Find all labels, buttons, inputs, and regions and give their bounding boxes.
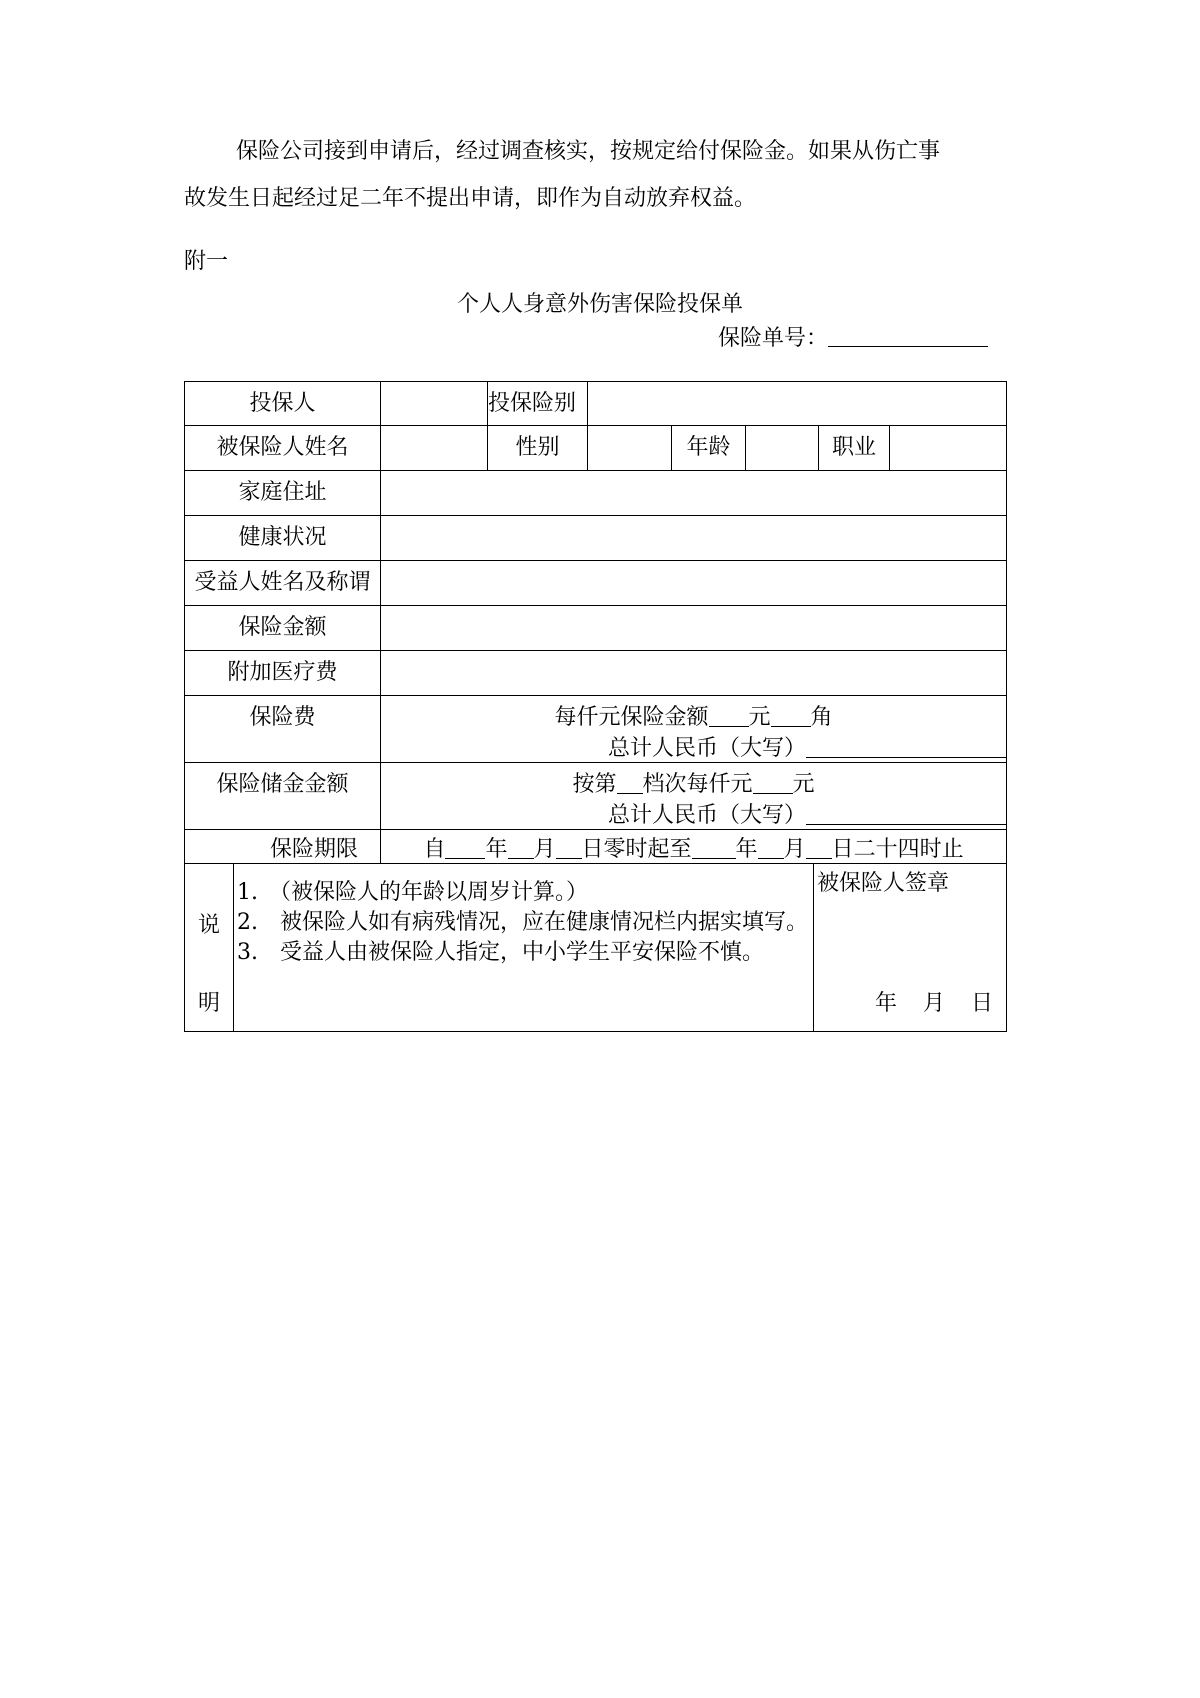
- intro-line-1: 保险公司接到申请后，经过调查核实，按规定给付保险金。如果从伤亡事: [236, 139, 941, 164]
- row-notes: [185, 864, 1007, 1032]
- savings-tier-field[interactable]: [617, 771, 643, 794]
- notes-side-bottom: 明: [197, 991, 220, 1016]
- period-from: 自: [423, 837, 446, 862]
- period-year-2: 年: [735, 837, 758, 862]
- premium-rate-line: [381, 696, 1006, 731]
- age-label: 年龄: [672, 426, 746, 471]
- period-month-2: 月: [783, 837, 806, 862]
- savings-yuan-field[interactable]: [753, 771, 793, 794]
- period-day-start: 日零时起至: [581, 837, 692, 862]
- savings-tier-line: [381, 763, 1006, 798]
- premium-yuan-unit: 元: [748, 705, 771, 730]
- home-address-label: 家庭住址: [185, 471, 381, 516]
- notes-side-top: 说: [197, 913, 220, 938]
- row-beneficiary: [185, 561, 1007, 606]
- attachment-label: 附一: [184, 249, 229, 274]
- savings-tier-prefix: 按第: [572, 772, 617, 797]
- signature-year: 年: [875, 991, 898, 1016]
- row-premium: [185, 696, 1007, 763]
- home-address-field[interactable]: [381, 471, 1007, 516]
- period-start-year-field[interactable]: [445, 836, 485, 859]
- health-status-label: 健康状况: [185, 516, 381, 561]
- row-savings: [185, 763, 1007, 830]
- signature-label: 被保险人签章: [817, 871, 950, 896]
- row-period: [185, 830, 1007, 864]
- premium-total-line: [381, 731, 1006, 762]
- applicant-field[interactable]: [381, 382, 488, 426]
- beneficiary-label: 受益人姓名及称谓: [185, 561, 381, 606]
- policy-number-field[interactable]: [828, 326, 988, 347]
- premium-jiao-field[interactable]: [771, 704, 811, 727]
- intro-paragraph: [184, 128, 1026, 222]
- gender-field[interactable]: [588, 426, 672, 471]
- occupation-label: 职业: [819, 426, 890, 471]
- period-end-year-field[interactable]: [692, 836, 736, 859]
- premium-content: [381, 696, 1007, 763]
- period-end-month-field[interactable]: [758, 836, 784, 859]
- period-year-1: 年: [485, 837, 508, 862]
- note-item-1: 1. （被保险人的年龄以周岁计算。）: [237, 880, 588, 905]
- row-health: [185, 516, 1007, 561]
- period-content: [381, 830, 1007, 864]
- note-item-3: 3. 受益人由被保险人指定，中小学生平安保险不慎。: [237, 940, 764, 965]
- row-medical: [185, 651, 1007, 696]
- premium-jiao-unit: 角: [810, 705, 833, 730]
- savings-yuan-unit: 元: [792, 772, 815, 797]
- row-sum-insured: [185, 606, 1007, 651]
- period-month-1: 月: [533, 837, 556, 862]
- period-start-month-field[interactable]: [508, 836, 534, 859]
- premium-total-label: 总计人民币（大写）: [608, 736, 807, 761]
- medical-extra-field[interactable]: [381, 651, 1007, 696]
- policy-number-label: 保险单号：: [718, 326, 829, 351]
- premium-rate-prefix: 每仟元保险金额: [554, 705, 709, 730]
- premium-total-field[interactable]: [806, 735, 1006, 758]
- signature-box[interactable]: [815, 864, 1005, 1031]
- applicant-label: 投保人: [185, 382, 381, 426]
- notes-side-label: [185, 864, 234, 1031]
- sum-insured-field[interactable]: [381, 606, 1007, 651]
- savings-total-field[interactable]: [806, 802, 1006, 825]
- insurance-type-label: 投保险别: [488, 382, 588, 426]
- row-insured: [185, 426, 1007, 471]
- savings-total-label: 总计人民币（大写）: [608, 803, 807, 828]
- insurance-type-field[interactable]: [588, 382, 1007, 426]
- row-applicant: [185, 382, 1007, 426]
- savings-tier-text: 档次每仟元: [642, 772, 753, 797]
- period-day-end: 日二十四时止: [831, 837, 964, 862]
- period-start-day-field[interactable]: [556, 836, 582, 859]
- age-field[interactable]: [746, 426, 819, 471]
- beneficiary-field[interactable]: [381, 561, 1007, 606]
- notes-container: [185, 864, 1007, 1032]
- signature-date: [875, 986, 993, 1017]
- sum-insured-label: 保险金额: [185, 606, 381, 651]
- note-item-2: 2. 被保险人如有病残情况，应在健康情况栏内据实填写。: [237, 910, 808, 935]
- signature-month: 月: [923, 991, 946, 1016]
- form-title: 个人人身意外伤害保险投保单: [456, 292, 743, 317]
- premium-label: 保险费: [185, 696, 381, 763]
- intro-line-2: 故发生日起经过足二年不提出申请，即作为自动放弃权益。: [184, 186, 757, 211]
- application-form-table: [184, 381, 1007, 1032]
- savings-total-line: [381, 798, 1006, 829]
- savings-amount-label: 保险储金金额: [185, 763, 381, 830]
- medical-extra-label: 附加医疗费: [185, 651, 381, 696]
- premium-yuan-field[interactable]: [709, 704, 749, 727]
- insured-name-label: 被保险人姓名: [185, 426, 381, 471]
- notes-list: [234, 864, 814, 1031]
- row-home-address: [185, 471, 1007, 516]
- signature-day: 日: [971, 991, 994, 1016]
- gender-label: 性别: [488, 426, 588, 471]
- policy-number: [718, 321, 988, 352]
- insured-name-field[interactable]: [381, 426, 488, 471]
- period-end-day-field[interactable]: [806, 836, 832, 859]
- occupation-field[interactable]: [890, 426, 1007, 471]
- period-label: 保险期限: [185, 830, 381, 864]
- savings-content: [381, 763, 1007, 830]
- health-status-field[interactable]: [381, 516, 1007, 561]
